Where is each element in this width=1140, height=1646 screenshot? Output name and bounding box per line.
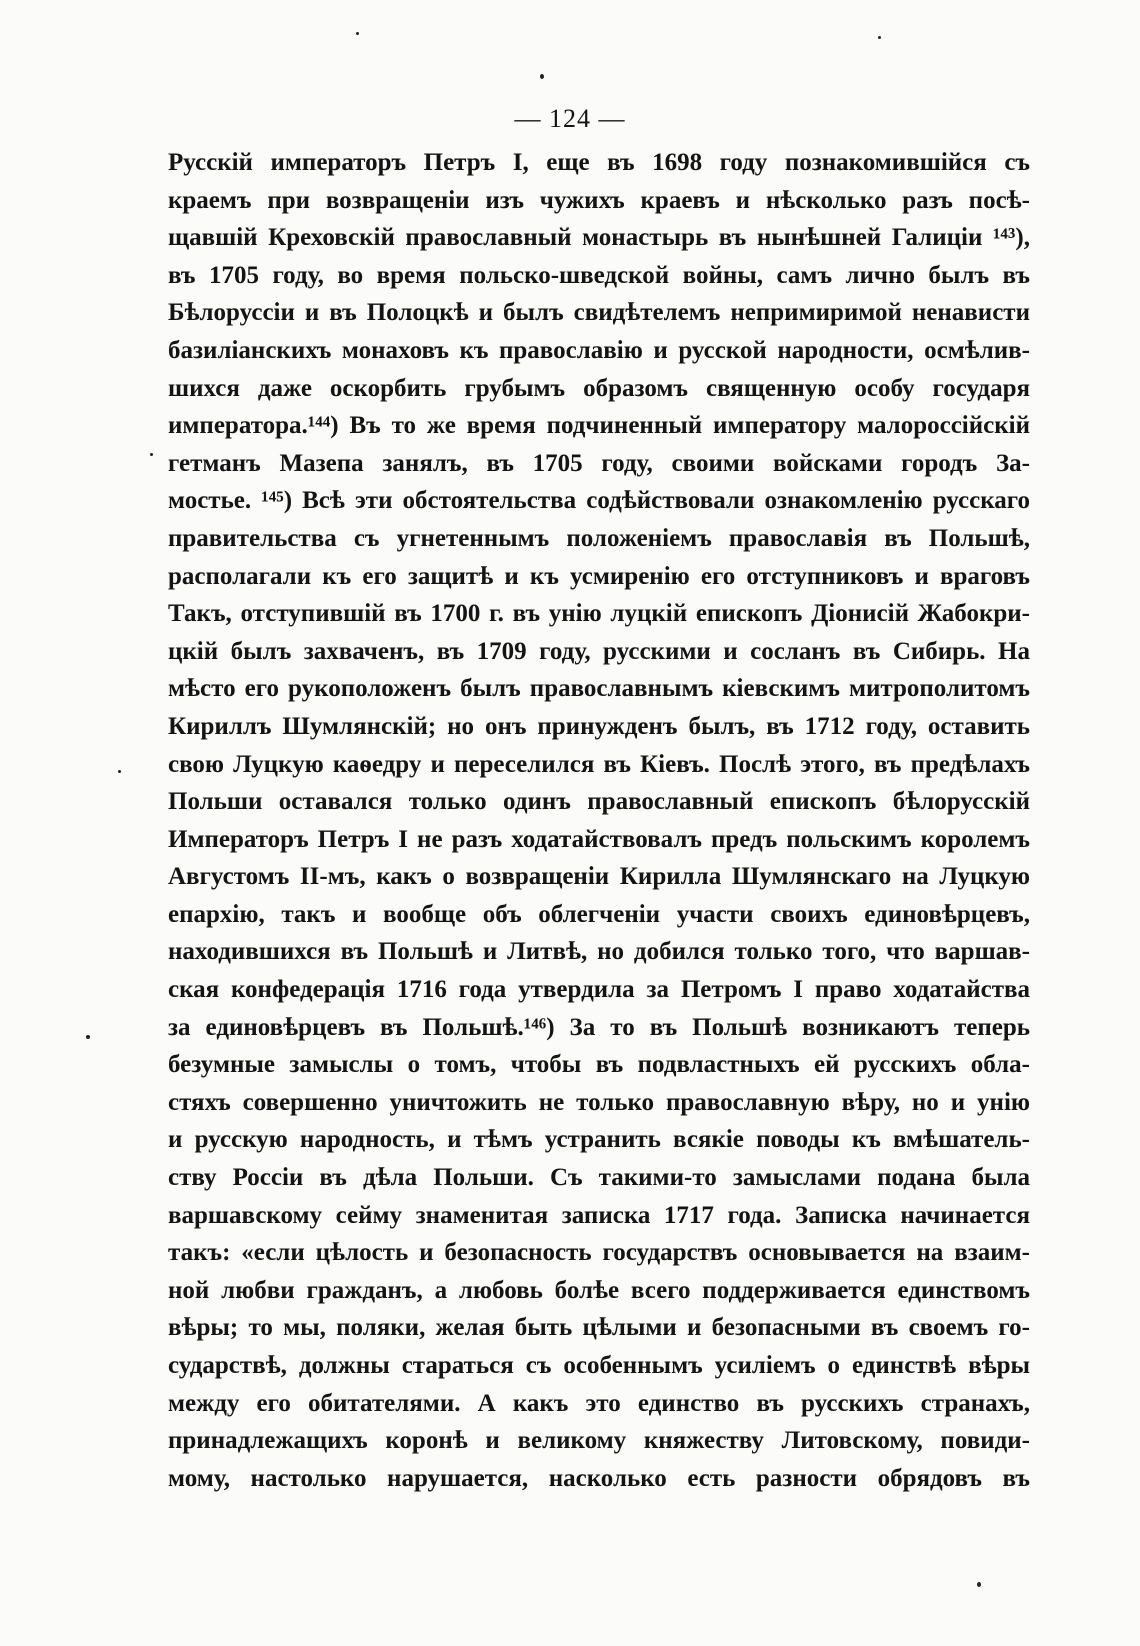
text-line: въ 1705 году, во время польско-шведской войны, самъ лично былъ въ (168, 261, 1030, 289)
text-line: находившихся въ Польшѣ и Литвѣ, но добился только того, что варшав- (168, 938, 1030, 966)
text-line: Кириллъ Шумлянскій; но онъ принужденъ былъ, въ 1712 году, оставить (168, 712, 1030, 740)
scan-speck (540, 74, 544, 79)
text-line: вѣры; то мы, поляки, желая быть цѣлыми и безопасными въ своемъ го- (168, 1314, 1030, 1342)
scan-speck (977, 1582, 981, 1587)
text-line: правительства съ угнетеннымъ положеніемъ православія въ Польшѣ, (168, 524, 1030, 552)
text-line: мому, настолько нарушается, насколько есть разности обрядовъ въ (168, 1464, 1030, 1492)
text-line: ская конфедерація 1716 года утвердила за Петромъ I право ходатайства (168, 976, 1030, 1004)
text-line: свою Луцкую каѳедру и переселился въ Кіевъ. Послѣ этого, въ предѣлахъ (168, 750, 1030, 778)
text-line: базиліанскихъ монаховъ къ православію и русской народности, осмѣлив- (168, 336, 1030, 364)
text-line: безумные замыслы о томъ, чтобы въ подвластныхъ ей русскихъ обла- (168, 1051, 1030, 1079)
text-line: Такъ, отступившій въ 1700 г. въ унію луцкій епископъ Діонисій Жабокри- (168, 600, 1030, 628)
scan-speck (878, 36, 881, 39)
text-line: шихся даже оскорбить грубымъ образомъ священную особу государя (168, 374, 1030, 402)
text-line: цкій былъ захваченъ, въ 1709 году, русскими и сосланъ въ Сибирь. На (168, 637, 1030, 665)
text-line: сударствѣ, должны стараться съ особеннымъ усиліемъ о единствѣ вѣры (168, 1352, 1030, 1379)
text-line: Императоръ Петръ I не разъ ходатайствовалъ предъ польскимъ королемъ (168, 825, 1030, 853)
text-line: варшавскому сейму знаменитая записка 1717 года. Записка начинается (168, 1201, 1030, 1229)
text-line: мостье. ¹⁴⁵) Всѣ эти обстоятельства содѣйствовали ознакомленію русскаго (168, 487, 1030, 515)
text-line: между его обитателями. А какъ это единство въ русскихъ странахъ, (168, 1389, 1030, 1417)
text-line: краемъ при возвращеніи изъ чужихъ краевъ и нѣсколько разъ посѣ- (168, 186, 1030, 214)
scan-speck (118, 770, 121, 773)
text-line: Русскій императоръ Петръ I, еще въ 1698 году познакомившійся съ (168, 149, 1030, 176)
text-line: стяхъ совершенно уничтожить не только православную вѣру, но и унію (168, 1088, 1030, 1116)
text-line: располагали къ его защитѣ и къ усмиренію его отступниковъ и враговъ (168, 562, 1030, 590)
text-line: епархію, такъ и вообще объ облегченіи участи своихъ единовѣрцевъ, (168, 900, 1030, 928)
text-line: такъ: «если цѣлость и безопасность государствъ основывается на взаим- (168, 1239, 1030, 1267)
page-number: — 124 — (514, 104, 626, 133)
text-line: ной любви гражданъ, а любовь болѣе всего поддерживается единствомъ (168, 1276, 1030, 1304)
scan-speck (356, 32, 359, 35)
text-line: принадлежащихъ коронѣ и великому княжеству Литовскому, повиди- (168, 1427, 1030, 1455)
text-line: щавшій Креховскій православный монастырь въ нынѣшней Галиціи ¹⁴³), (168, 224, 1030, 252)
scan-speck (86, 1035, 90, 1039)
text-line: Польши оставался только одинъ православный епископъ бѣлорусскій (168, 788, 1030, 816)
text-line: за единовѣрцевъ въ Польшѣ.¹⁴⁶) За то въ Польшѣ возникаютъ теперь (168, 1013, 1030, 1041)
body-text (168, 144, 1030, 1497)
text-line: мѣсто его рукоположенъ былъ православнымъ кіевскимъ митрополитомъ (168, 675, 1030, 703)
text-line: Бѣлоруссіи и въ Полоцкѣ и былъ свидѣтелемъ непримиримой ненависти (168, 299, 1030, 327)
text-line: ству Россіи въ дѣла Польши. Съ такими-то замыслами подана была (168, 1164, 1030, 1192)
text-line: и русскую народность, и тѣмъ устранить всякіе поводы къ вмѣшатель- (168, 1126, 1030, 1154)
scan-speck (150, 453, 153, 456)
text-line: императора.¹⁴⁴) Въ то же время подчиненный императору малороссійскій (168, 412, 1030, 440)
text-line: Августомъ II-мъ, какъ о возвращеніи Кирилла Шумлянскаго на Луцкую (168, 863, 1030, 891)
text-line: гетманъ Мазепа занялъ, въ 1705 году, своими войсками городъ За- (168, 449, 1030, 477)
